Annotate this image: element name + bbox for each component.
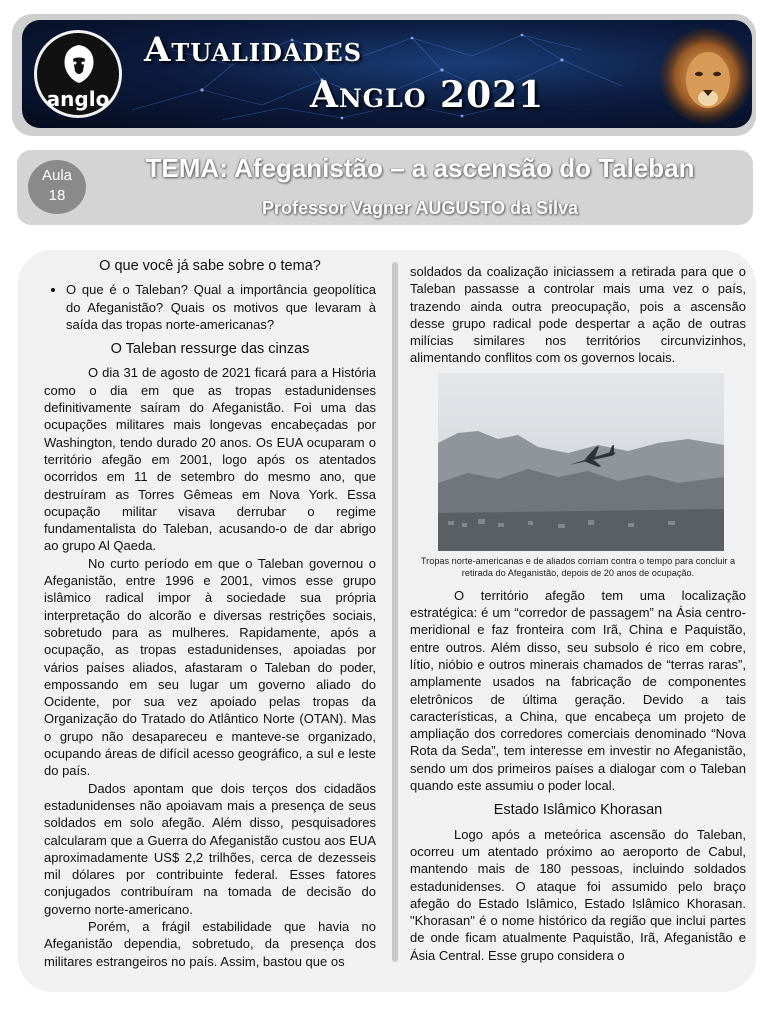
lion-illustration (658, 24, 752, 124)
airplane-over-mountains-image (438, 373, 724, 551)
left-column (44, 258, 376, 970)
banner (22, 20, 752, 128)
paragraph: soldados da coalização iniciassem a retirada para que o Taleban passasse a controlar mais uma vez o país, trazendo ainda outra preocupação, pois a ascensão desse grupo radical pode despertar a ação de outras milícias similares nos territórios circunvizinhos, alimentando conflitos com os governos locais. (410, 264, 746, 366)
paragraph: O território afegão tem uma localização estratégica: é um “corredor de passagem” na Ásia centro-meridional e faz fronteira com Irã, China e Paquistão, entre outros. Além disso, seu subsolo é rico em cobre, lítio, nióbio e outros minerais chamados de “terras raras”, amplamente usados na fabricação de componentes eletrônicos de última geração. Devido a tais características, a China, que encabeça um projeto de ampliação dos corredores comerciais denominado “Nova Rota da Seda”, tem interesse em investir no Afeganistão, sendo um dos primeiros países a dialogar com o Taleban quando este assumiu o poder local. (410, 587, 746, 794)
lion-logo-icon (59, 43, 99, 87)
paragraph: Logo após a meteórica ascensão do Taleban, ocorreu um atentado próximo ao aeroporto de Cabul, mantendo mais de 180 pessoas, incluindo soldados estadunidenses. O ataque foi assumido pelo braço afegão do Estado Islâmico, Estado Islâmico Khorasan. "Khorasan" é o nome histórico da região que inclui partes de onde ficam atualmente Paquistão, Irã, Afeganistão e Ásia Central. Esse grupo considera o (410, 826, 746, 963)
banner-title-line1: Atualidades (144, 30, 363, 70)
photo-caption: Tropas norte-americanas e de aliados corriam contra o tempo para concluir a retirada do Afeganistão, depois de 20 anos de ocupação. (420, 555, 736, 578)
lesson-number: 18 (48, 187, 66, 204)
paragraph: No curto período em que o Taleban governou o Afeganistão, entre 1996 e 2001, vimos esse grupo islâmico radical impor à sociedade sua própria interpretação do alcorão e diversas restrições sociais, sobretudo para as mulheres. Rapidamente, após a ocupação, as tropas estadunidenses, apoiadas por vários países aliados, afastaram o Taleban do poder, empossando em seu lugar um governo aliado do Ocidente, por sua vez apoiado pelas tropas da Organização do Tratado do Atlântico Norte (OTAN). Mas o grupo não desapareceu e manteve-se organizado, ocupando áreas de difícil acesso geográfico, a sul e leste do país. (44, 555, 376, 779)
professor-name: Professor Vagner AUGUSTO da Silva (261, 198, 579, 218)
logo-wordmark: anglo (46, 87, 110, 111)
anglo-logo (34, 30, 122, 118)
column-divider (392, 262, 398, 962)
lesson-number-badge (28, 160, 86, 214)
paragraph: Porém, a frágil estabilidade que havia no Afeganistão dependia, sobretudo, da presença dos militares estrangeiros no país. Assim, bastou que os (44, 918, 376, 969)
section-heading: Estado Islâmico Khorasan (493, 802, 663, 819)
lesson-topic-title: TEMA: Afeganistão – a ascensão do Taleban (145, 153, 695, 183)
paragraph: O dia 31 de agosto de 2021 ficará para a História como o dia em que as tropas estadunidenses definitivamente saíram do Afeganistão. Foi uma das ocupações militares mais longevas encabeçadas por Washington, tendo durado 20 anos. Os EUA ocuparam o território afegão em 2001, logo após os atentados ocorridos em 11 de setembro do mesmo ano, que destruíram as Torres Gêmeas em Nova York. Essa ocupação militar visava derrubar o regime fundamentalista do Taleban, acusando-o de dar abrigo ao grupo Al Qaeda. (44, 365, 376, 554)
section-heading: O Taleban ressurge das cinzas (110, 341, 310, 358)
right-column (410, 263, 746, 964)
airplane-photo (438, 373, 724, 551)
banner-title-line2: Anglo 2021 (310, 74, 545, 116)
question-list (44, 281, 376, 333)
lesson-label: Aula (41, 167, 73, 184)
paragraph: Dados apontam que dois terços dos cidadãos estadunidenses não apoiavam mais a presença de seus soldados em solo afegão. Além disso, pesquisadores calcularam que a Guerra do Afeganistão custou aos EUA aproximadamente US$ 2,2 trilhões, cerca de dezesseis mil dólares por contribuinte federal. Esses fatores conjugados contribuíram na tomada de decisão do governo norte-americano. (44, 780, 376, 917)
list-item: • O que é o Taleban? Qual a importância geopolítica do Afeganistão? Quais os motivos que levaram à saída das tropas norte-americanas? (66, 281, 376, 333)
section-heading: O que você já sabe sobre o tema? (99, 258, 321, 274)
